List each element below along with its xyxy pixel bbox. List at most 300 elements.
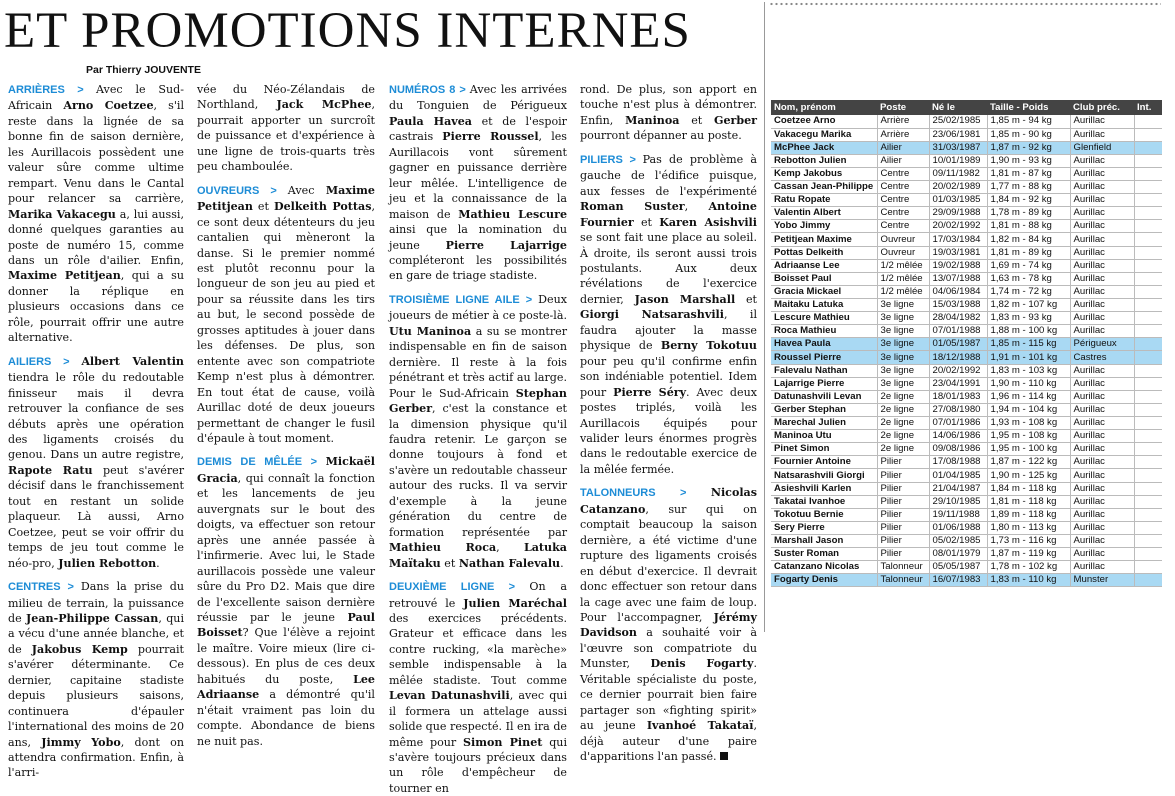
player-name: Pierre Séry — [613, 385, 687, 399]
player-name: Latuka Maïtaku — [389, 541, 567, 570]
body-text: . — [560, 556, 564, 570]
table-cell: Vakacegu Marika — [771, 128, 877, 141]
roster-header-row — [771, 100, 1162, 115]
table-cell — [1134, 561, 1162, 574]
table-cell: 2e ligne — [877, 443, 929, 456]
table-row — [771, 194, 1162, 207]
body-text: Avec les arrivées du Tonguien de Périgueux — [389, 83, 568, 113]
table-cell: 05/05/1987 — [929, 561, 987, 574]
player-name: Albert Valentin — [81, 354, 184, 368]
table-cell: 1,95 m - 100 kg — [987, 443, 1070, 456]
body-text: et — [252, 200, 274, 214]
table-row — [771, 508, 1162, 521]
table-cell: Suster Roman — [771, 548, 877, 561]
article-paragraph — [389, 82, 567, 284]
dotted-rule — [769, 2, 1161, 6]
table-cell — [1134, 390, 1162, 403]
body-text: , dont on attendra confirmation. Enfin, à l'arri- — [8, 735, 184, 780]
table-cell: Aurillac — [1070, 325, 1134, 338]
player-name: Mickaël Gracia — [197, 455, 375, 485]
table-cell: Asieshvili Karlen — [771, 482, 877, 495]
player-name: Maxime Petitjean — [8, 269, 121, 283]
table-cell — [1134, 338, 1162, 351]
table-cell — [1134, 115, 1162, 128]
table-cell: 10/01/1989 — [929, 154, 987, 167]
table-cell: 14/06/1986 — [929, 430, 987, 443]
table-cell: Havea Paula — [771, 338, 877, 351]
body-text: et — [679, 113, 714, 127]
player-name: Jean-Philippe Cassan — [26, 611, 159, 625]
table-cell: 1,95 m - 108 kg — [987, 430, 1070, 443]
body-text: rond. De plus, son apport en touche n'est plus à démontrer. Enfin, — [580, 83, 757, 127]
table-cell: 1,84 m - 118 kg — [987, 482, 1070, 495]
player-name: Utu Maninoa — [389, 324, 472, 338]
table-row — [771, 390, 1162, 403]
table-cell: Natsarashvili Giorgi — [771, 469, 877, 482]
article-column-2 — [197, 82, 375, 748]
table-row — [771, 233, 1162, 246]
headline: ET PROMOTIONS INTERNES — [4, 3, 691, 59]
table-cell: Aurillac — [1070, 233, 1134, 246]
table-cell: 1,90 m - 93 kg — [987, 154, 1070, 167]
section-label: TROISIÈME LIGNE AILE > — [389, 293, 539, 306]
table-cell: 19/11/1988 — [929, 508, 987, 521]
column-divider — [764, 2, 765, 632]
table-cell: Centre — [877, 167, 929, 180]
body-text: , s'il reste dans la lignée de sa bonne fin de saison dernière, les Aurillacois possèdent une valeur sûre comme ultime rempart. Venu dans le Cantal pour relancer sa carrière, — [8, 99, 184, 206]
table-row — [771, 154, 1162, 167]
body-text: qui s'avère toujours précieux dans un rôle d'empêcheur de tourner en — [389, 735, 567, 795]
table-cell: Pilier — [877, 508, 929, 521]
table-row — [771, 312, 1162, 325]
column-header: Né le — [929, 100, 987, 115]
table-cell: 17/08/1988 — [929, 456, 987, 469]
table-cell: 23/06/1981 — [929, 128, 987, 141]
player-name: Mathieu Roca — [389, 541, 497, 555]
player-name: Karen Asishvili — [659, 215, 757, 229]
table-cell: 09/08/1986 — [929, 443, 987, 456]
player-name: Arno Coetzee — [63, 99, 154, 113]
table-cell — [1134, 154, 1162, 167]
table-cell — [1134, 299, 1162, 312]
table-cell: 28/04/1982 — [929, 312, 987, 325]
article-paragraph — [8, 579, 184, 781]
roster-table — [771, 100, 1162, 587]
body-text: Deux joueurs de métier à ce poste-là. — [389, 292, 567, 323]
table-cell: Talonneur — [877, 574, 929, 587]
table-cell: Aurillac — [1070, 430, 1134, 443]
table-cell: Sery Pierre — [771, 521, 877, 534]
table-cell: Gerber Stephan — [771, 403, 877, 416]
body-text: Pas de problème à gauche de l'édifice puisque, aux fesses de l'expérimenté — [580, 152, 757, 198]
body-text: , il faudra ajouter la masse physique de — [580, 308, 757, 353]
table-cell: Aurillac — [1070, 220, 1134, 233]
player-name: Paula Havea — [389, 114, 472, 128]
table-row — [771, 495, 1162, 508]
table-cell: 15/03/1988 — [929, 299, 987, 312]
article-paragraph — [197, 82, 375, 175]
table-cell: Aurillac — [1070, 246, 1134, 259]
table-cell: 2e ligne — [877, 390, 929, 403]
table-cell: Aurillac — [1070, 456, 1134, 469]
body-text: vée du Néo-Zélandais de Northland, — [197, 83, 375, 112]
table-cell: 3e ligne — [877, 325, 929, 338]
player-name: Julien Rebotton — [58, 556, 157, 570]
table-cell: Marechal Julien — [771, 417, 877, 430]
body-text: , ce sont deux détenteurs du jeu cantalien qui mèneront la danse. Si le premier nommé est plutôt reconnu pour la longueur de son jeu au pied et pour sa réussite dans les tirs au but, le second possède de grosses aptitudes à jouer dans les défenses. De plus, son entente avec son compatriote Kemp n'est plus à démontrer. En tout état de cause, voilà Aurillac doté de deux joueurs permettant de changer le fusil d'épaule à tout moment. — [197, 200, 375, 445]
table-cell: 2e ligne — [877, 430, 929, 443]
player-name: Lee Adriaanse — [197, 672, 375, 702]
table-cell: 1,87 m - 92 kg — [987, 141, 1070, 154]
player-name: Giorgi Natsarashvili — [580, 308, 724, 322]
table-cell: Aurillac — [1070, 364, 1134, 377]
section-label: NUMÉROS 8 > — [389, 84, 470, 96]
body-text: , déjà auteur d'une paire d'apparitions l'an passé. — [580, 719, 757, 764]
table-cell — [1134, 259, 1162, 272]
table-cell: 1,81 m - 118 kg — [987, 495, 1070, 508]
player-name: Roman Suster — [580, 200, 685, 214]
table-cell: Maitaku Latuka — [771, 299, 877, 312]
table-cell — [1134, 456, 1162, 469]
table-row — [771, 167, 1162, 180]
player-name: Levan Datunashvili — [389, 689, 510, 703]
table-cell: Gracia Mickael — [771, 285, 877, 298]
table-cell — [1134, 181, 1162, 194]
column-header: Int. — [1134, 100, 1162, 115]
end-mark — [720, 752, 728, 760]
table-cell: 01/04/1985 — [929, 469, 987, 482]
table-cell: Rebotton Julien — [771, 154, 877, 167]
table-row — [771, 561, 1162, 574]
body-text: , qui a vécu d'une année blanche, et de — [8, 611, 184, 656]
table-cell: 1,82 m - 84 kg — [987, 233, 1070, 246]
table-cell: 3e ligne — [877, 299, 929, 312]
player-name: Jérémy Davidson — [580, 610, 757, 640]
table-cell: 1,85 m - 94 kg — [987, 115, 1070, 128]
table-row — [771, 338, 1162, 351]
table-cell: Aurillac — [1070, 469, 1134, 482]
table-cell: 1,83 m - 110 kg — [987, 574, 1070, 587]
table-cell: Ouvreur — [877, 233, 929, 246]
table-cell: 1,94 m - 104 kg — [987, 403, 1070, 416]
body-text: ainsi que la nomination du jeune — [389, 223, 567, 252]
player-name: Jakobus Kemp — [31, 642, 128, 656]
body-text: On a retrouvé le — [389, 580, 567, 610]
section-label: CENTRES > — [8, 581, 81, 594]
table-cell: Aurillac — [1070, 403, 1134, 416]
table-cell: Aurillac — [1070, 535, 1134, 548]
table-cell: Pilier — [877, 521, 929, 534]
table-cell: 1,81 m - 89 kg — [987, 246, 1070, 259]
body-text: , — [496, 541, 524, 555]
body-text: a su se montrer indispensable en fin de saison dernière. Il reste à la fois pénétrant et très actif au large. Pour le Sud-Africain — [389, 324, 567, 400]
table-cell — [1134, 220, 1162, 233]
table-cell: 18/12/1988 — [929, 351, 987, 364]
table-cell: Aurillac — [1070, 377, 1134, 390]
body-text: . Véritable spécialiste du poste, ce dernier pourrait bien faire partager son «fighting spirit» au jeune — [580, 657, 757, 733]
table-cell: Aurillac — [1070, 417, 1134, 430]
table-row — [771, 430, 1162, 443]
table-cell: Ailier — [877, 154, 929, 167]
table-row — [771, 377, 1162, 390]
player-name: Simon Pinet — [463, 735, 543, 749]
table-cell: Aurillac — [1070, 167, 1134, 180]
table-cell: 1,93 m - 108 kg — [987, 417, 1070, 430]
table-cell: 1,80 m - 113 kg — [987, 521, 1070, 534]
table-cell: 18/01/1983 — [929, 390, 987, 403]
section-label: OUVREURS > — [197, 184, 288, 197]
table-cell: Valentin Albert — [771, 207, 877, 220]
body-text: , les Aurillacois vont sûrement gagner en puissance derrière leur mêlée. L'intelligence de jeu et la connaissance de la maison de — [389, 130, 567, 221]
table-cell: Pilier — [877, 548, 929, 561]
player-name: Berny Tokotuu — [660, 339, 757, 353]
article-paragraph — [580, 82, 757, 144]
table-cell: Glenfield — [1070, 141, 1134, 154]
table-cell: Centre — [877, 181, 929, 194]
player-name: Maxime Petitjean — [197, 183, 375, 214]
body-text: et — [633, 215, 660, 229]
table-cell: Aurillac — [1070, 312, 1134, 325]
table-cell: Aurillac — [1070, 194, 1134, 207]
table-cell: Aurillac — [1070, 181, 1134, 194]
table-cell — [1134, 167, 1162, 180]
table-cell: 29/10/1985 — [929, 495, 987, 508]
table-cell: Marshall Jason — [771, 535, 877, 548]
table-cell: 1,81 m - 87 kg — [987, 167, 1070, 180]
table-cell: 1,89 m - 118 kg — [987, 508, 1070, 521]
player-name: Pierre Roussel — [442, 130, 539, 144]
table-cell: Maninoa Utu — [771, 430, 877, 443]
table-cell — [1134, 469, 1162, 482]
table-cell: Fogarty Denis — [771, 574, 877, 587]
table-cell: Lescure Mathieu — [771, 312, 877, 325]
table-cell: 25/02/1985 — [929, 115, 987, 128]
table-cell: 1,63 m - 78 kg — [987, 272, 1070, 285]
player-name: Mathieu Lescure — [458, 207, 568, 221]
player-name: Nathan Falevalu — [458, 556, 561, 570]
table-cell: Fournier Antoine — [771, 456, 877, 469]
table-row — [771, 443, 1162, 456]
article-paragraph — [8, 354, 184, 571]
table-cell: 1,78 m - 89 kg — [987, 207, 1070, 220]
table-row — [771, 417, 1162, 430]
table-row — [771, 364, 1162, 377]
table-cell: 16/07/1983 — [929, 574, 987, 587]
column-header: Nom, prénom — [771, 100, 877, 115]
table-cell: Aurillac — [1070, 299, 1134, 312]
body-text: pour peu qu'il confirme enfin son indéniable potentiel. Idem pour — [580, 354, 757, 399]
table-row — [771, 128, 1162, 141]
body-text: a, lui aussi, donné quelques garanties au poste de numéro 15, comme dans un rôle d'ailier. Enfin, — [8, 207, 184, 267]
table-cell: 1,74 m - 72 kg — [987, 285, 1070, 298]
table-cell: Centre — [877, 220, 929, 233]
article-column-1 — [8, 82, 185, 780]
article-column-4 — [580, 82, 758, 764]
table-cell — [1134, 325, 1162, 338]
table-row — [771, 272, 1162, 285]
byline: Par Thierry JOUVENTE — [86, 64, 201, 76]
table-cell — [1134, 430, 1162, 443]
body-text: , c'est la constance et la dimension physique qu'il faudra retenir. Le garçon se donne toujours à fond et s'avère un redoutable chasseur autour des rucks. Il va servir d'exemple à la jeune génération du centre de formation représentée par — [389, 402, 567, 539]
table-cell — [1134, 443, 1162, 456]
table-cell: 20/02/1992 — [929, 364, 987, 377]
body-text: pourrait s'avérer déterminante. Ce dernier, capitaine stadiste depuis plusieurs saisons, continuera d'épauler l'international des moins de 20 ans, — [8, 642, 184, 749]
body-text: peut s'avérer décisif dans le franchissement tout en restant un solide plaqueur. Là aussi, Arno Coetzee, peut se voir offrir du temps de jeu tout comme le néo-pro, — [8, 463, 185, 570]
body-text: , qui a su donner la réplique en plusieurs occasions dans ce rôle, pourrait offrir une autre alternative. — [8, 269, 184, 345]
player-name: Jimmy Yobo — [41, 735, 121, 749]
table-cell: Yobo Jimmy — [771, 220, 877, 233]
table-cell: 04/06/1984 — [929, 285, 987, 298]
table-cell — [1134, 194, 1162, 207]
table-cell: Cassan Jean-Philippe — [771, 181, 877, 194]
table-cell: 2e ligne — [877, 403, 929, 416]
table-cell: Aurillac — [1070, 482, 1134, 495]
table-cell: 3e ligne — [877, 364, 929, 377]
table-cell: 3e ligne — [877, 377, 929, 390]
table-cell: 01/03/1985 — [929, 194, 987, 207]
table-cell: Centre — [877, 207, 929, 220]
table-cell: Catanzano Nicolas — [771, 561, 877, 574]
table-cell: Roussel Pierre — [771, 351, 877, 364]
table-cell: 1,85 m - 90 kg — [987, 128, 1070, 141]
table-cell: Adriaanse Lee — [771, 259, 877, 272]
table-cell: Centre — [877, 194, 929, 207]
table-cell: 3e ligne — [877, 338, 929, 351]
table-row — [771, 521, 1162, 534]
table-cell: Coetzee Arno — [771, 115, 877, 128]
body-text: Avec — [287, 183, 326, 197]
table-cell: Aurillac — [1070, 508, 1134, 521]
table-cell — [1134, 574, 1162, 587]
body-text: tiendra le rôle du redoutable finisseur mais il devra retrouver la confiance de ses débuts après une opération des ligaments croisés du genou. Dans un autre registre, — [8, 371, 184, 462]
table-cell: 01/06/1988 — [929, 521, 987, 534]
table-cell — [1134, 548, 1162, 561]
table-cell — [1134, 128, 1162, 141]
table-cell — [1134, 482, 1162, 495]
column-header: Poste — [877, 100, 929, 115]
body-text: Dans la prise du milieu de terrain, la puissance de — [8, 580, 184, 625]
body-text: des exercices précédents. Grateur et efficace dans les contre rucking, «la marèche» semble indispensable à la mêlée stadiste. Tout comme — [389, 611, 567, 687]
section-label: DEMIS DE MÊLÉE > — [197, 456, 326, 469]
table-cell — [1134, 233, 1162, 246]
table-cell: Aurillac — [1070, 259, 1134, 272]
table-cell: Aurillac — [1070, 443, 1134, 456]
body-text: . Avec deux postes triplés, voilà les Aurillacois équipés pour valider leurs énormes progrès dans le redoutable exercice de la mêlée fermée. — [580, 385, 757, 476]
player-name: Stephan Gerber — [389, 386, 567, 416]
table-cell: 1,82 m - 107 kg — [987, 299, 1070, 312]
table-cell: 07/01/1986 — [929, 417, 987, 430]
table-cell: Ratu Ropate — [771, 194, 877, 207]
table-cell: Aurillac — [1070, 561, 1134, 574]
table-row — [771, 115, 1162, 128]
body-text: a démontré qu'il n'était vraiment pas loin du compte. Abondance de biens ne nuit pas. — [197, 688, 375, 748]
table-row — [771, 469, 1162, 482]
table-cell — [1134, 508, 1162, 521]
body-text: , qui connaît la fonction et les lancements de jeu auvergnats sur le bout des doigts, va effectuer son retour après une année passée à l'infirmerie. Avec lui, le Stade aurillacois possède une valeur sûre du Pro D2. Mais que dire de l'excellente saison dernière réussie par le jeune — [197, 471, 375, 624]
table-cell: 1/2 mêlée — [877, 272, 929, 285]
table-cell: Aurillac — [1070, 390, 1134, 403]
table-cell — [1134, 417, 1162, 430]
table-row — [771, 456, 1162, 469]
table-row — [771, 403, 1162, 416]
table-cell: 1,90 m - 125 kg — [987, 469, 1070, 482]
table-cell: Arrière — [877, 115, 929, 128]
table-cell: 13/07/1988 — [929, 272, 987, 285]
player-name: Ivanhoé Takataï — [646, 719, 754, 733]
table-cell: 07/01/1988 — [929, 325, 987, 338]
column-header: Club préc. — [1070, 100, 1134, 115]
table-cell: 1,84 m - 92 kg — [987, 194, 1070, 207]
table-cell: Pilier — [877, 456, 929, 469]
table-row — [771, 246, 1162, 259]
table-cell: Arrière — [877, 128, 929, 141]
table-cell: 2e ligne — [877, 417, 929, 430]
table-cell: 1,88 m - 100 kg — [987, 325, 1070, 338]
body-text: a souhaité voir à l'œuvre son compatriote du Munster, — [580, 626, 757, 671]
table-cell: Ouvreur — [877, 246, 929, 259]
table-cell: 20/02/1992 — [929, 220, 987, 233]
player-name: Delkeith Pottas — [273, 200, 372, 214]
table-cell — [1134, 285, 1162, 298]
table-cell — [1134, 272, 1162, 285]
table-row — [771, 259, 1162, 272]
table-cell: 19/02/1988 — [929, 259, 987, 272]
player-name: Paul Boisset — [197, 610, 375, 640]
table-cell: Aurillac — [1070, 207, 1134, 220]
section-label: ARRIÈRES > — [8, 84, 96, 96]
table-cell: Munster — [1070, 574, 1134, 587]
table-cell: 1,81 m - 88 kg — [987, 220, 1070, 233]
table-cell: 23/04/1991 — [929, 377, 987, 390]
column-header: Taille - Poids — [987, 100, 1070, 115]
table-cell: Datunashvili Levan — [771, 390, 877, 403]
player-name: Rapote Ratu — [8, 463, 93, 477]
body-text: , avec qui il formera un attelage aussi solide que respecté. Il en ira de même pour — [389, 689, 567, 749]
player-name: Julien Maréchal — [463, 596, 567, 610]
table-cell: Aurillac — [1070, 272, 1134, 285]
section-label: AILIERS > — [8, 355, 82, 368]
section-label: DEUXIÈME LIGNE > — [389, 581, 530, 594]
player-name: Marika Vakacegu — [8, 207, 116, 221]
article-paragraph — [389, 292, 567, 571]
body-text: compléteront les possibilités en gare de triage stadiste. — [389, 253, 567, 283]
table-row — [771, 141, 1162, 154]
table-row — [771, 181, 1162, 194]
table-cell: 1/2 mêlée — [877, 259, 929, 272]
table-cell: Pottas Delkeith — [771, 246, 877, 259]
table-row — [771, 325, 1162, 338]
table-cell — [1134, 495, 1162, 508]
table-row — [771, 482, 1162, 495]
table-cell: 3e ligne — [877, 351, 929, 364]
table-cell: Tokotuu Bernie — [771, 508, 877, 521]
table-cell: Kemp Jakobus — [771, 167, 877, 180]
table-cell — [1134, 351, 1162, 364]
table-cell — [1134, 521, 1162, 534]
table-cell: 29/09/1988 — [929, 207, 987, 220]
table-row — [771, 285, 1162, 298]
table-cell — [1134, 377, 1162, 390]
table-cell — [1134, 312, 1162, 325]
table-cell: 21/04/1987 — [929, 482, 987, 495]
table-cell: Castres — [1070, 351, 1134, 364]
player-name: Maninoa — [625, 113, 680, 127]
table-cell: Aurillac — [1070, 521, 1134, 534]
body-text: Avec le Sud-Africain — [8, 83, 184, 113]
body-text: , sur qui on comptait beaucoup la saison dernière, a été victime d'une rupture des ligaments croisés en début d'exercice. Il devrait donc effectuer son retour dans la cage avec une faim de loup. Pour l'accompagner, — [580, 502, 757, 624]
body-text: pourront dépanner au poste. — [580, 129, 742, 143]
table-cell: 08/01/1979 — [929, 548, 987, 561]
